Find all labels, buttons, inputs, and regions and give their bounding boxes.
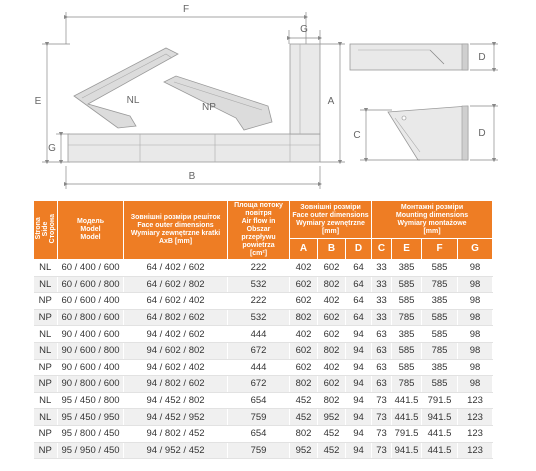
cell-A: 602	[290, 342, 318, 359]
cell-D: 94	[346, 442, 372, 459]
cell-side: NL	[34, 326, 58, 343]
cell-D: 94	[346, 409, 372, 426]
cell-A: 952	[290, 442, 318, 459]
cell-E: 441.5	[392, 409, 422, 426]
header-side-text: Strona Side Сторона	[35, 213, 56, 244]
cell-B: 452	[318, 425, 346, 442]
cell-face: 94 / 802 / 452	[124, 425, 228, 442]
cell-side: NL	[34, 342, 58, 359]
cell-G: 98	[458, 326, 493, 343]
table-row	[34, 425, 493, 442]
cell-C: 63	[372, 342, 392, 359]
cell-face: 64 / 802 / 602	[124, 309, 228, 326]
cell-face: 64 / 402 / 602	[124, 260, 228, 277]
part-label-nl: NL	[126, 95, 140, 106]
cell-side: NP	[34, 376, 58, 393]
header-airflow: Площа потоку повітря Air flow in Obszar przepływu powietrza [cm²]	[228, 201, 290, 260]
cell-side: NP	[34, 359, 58, 376]
cell-airflow: 222	[228, 260, 290, 277]
header-face: Зовнішні розміри решіток Face outer dimensions Wymiary zewnętrzne kratki AxB [mm]	[124, 201, 228, 260]
cell-E: 791.5	[392, 425, 422, 442]
table-row	[34, 309, 493, 326]
cell-F: 785	[422, 276, 458, 293]
cell-face: 94 / 452 / 802	[124, 392, 228, 409]
cell-model: 95 / 450 / 800	[58, 392, 124, 409]
dim-label-D-top: D	[478, 52, 486, 63]
cell-G: 98	[458, 293, 493, 310]
corner-grille-assembly	[68, 44, 320, 162]
cell-D: 94	[346, 392, 372, 409]
cell-A: 402	[290, 260, 318, 277]
cell-C: 33	[372, 276, 392, 293]
cell-C: 63	[372, 376, 392, 393]
cell-airflow: 532	[228, 309, 290, 326]
cell-G: 98	[458, 309, 493, 326]
cell-airflow: 532	[228, 276, 290, 293]
cell-A: 802	[290, 309, 318, 326]
part-label-np: NP	[202, 102, 216, 113]
dim-label-G-left: G	[48, 143, 56, 154]
header-mounting: Монтажні розміри Mounting dimensions Wymiary montażowe [mm]	[372, 201, 493, 239]
cell-model: 95 / 800 / 450	[58, 425, 124, 442]
cell-B: 802	[318, 392, 346, 409]
cell-airflow: 672	[228, 376, 290, 393]
cell-E: 785	[392, 309, 422, 326]
cell-E: 441.5	[392, 392, 422, 409]
cell-face: 64 / 602 / 402	[124, 293, 228, 310]
cell-model: 95 / 950 / 450	[58, 442, 124, 459]
cell-side: NL	[34, 409, 58, 426]
cell-model: 60 / 600 / 800	[58, 276, 124, 293]
header-col-G: G	[458, 239, 493, 260]
header-col-E: E	[392, 239, 422, 260]
cell-C: 73	[372, 425, 392, 442]
cell-model: 60 / 600 / 400	[58, 293, 124, 310]
dim-label-E: E	[34, 96, 42, 107]
cell-F: 441.5	[422, 425, 458, 442]
cell-A: 602	[290, 359, 318, 376]
dim-label-D-side: D	[478, 128, 486, 139]
cell-E: 385	[392, 260, 422, 277]
cell-D: 94	[346, 425, 372, 442]
cell-F: 585	[422, 326, 458, 343]
cell-G: 123	[458, 425, 493, 442]
cell-D: 94	[346, 326, 372, 343]
table-row	[34, 409, 493, 426]
cell-side: NP	[34, 425, 58, 442]
cell-A: 452	[290, 392, 318, 409]
cell-face: 94 / 602 / 802	[124, 342, 228, 359]
cell-G: 123	[458, 409, 493, 426]
cell-A: 602	[290, 276, 318, 293]
cell-G: 123	[458, 392, 493, 409]
cell-F: 791.5	[422, 392, 458, 409]
cell-side: NL	[34, 260, 58, 277]
cell-model: 95 / 450 / 950	[58, 409, 124, 426]
header-col-A: A	[290, 239, 318, 260]
cell-model: 90 / 400 / 600	[58, 326, 124, 343]
cell-model: 90 / 800 / 600	[58, 376, 124, 393]
cell-side: NP	[34, 442, 58, 459]
cell-model: 90 / 600 / 800	[58, 342, 124, 359]
cell-B: 452	[318, 442, 346, 459]
table-row	[34, 376, 493, 393]
cell-F: 585	[422, 260, 458, 277]
header-outer: Зовнішні розміри Face outer dimensions Wymiary zewnętrzne [mm]	[290, 201, 372, 239]
cell-G: 98	[458, 376, 493, 393]
top-profile-view	[350, 44, 468, 70]
cell-F: 585	[422, 376, 458, 393]
table-row	[34, 342, 493, 359]
cell-D: 64	[346, 293, 372, 310]
cell-face: 94 / 402 / 602	[124, 326, 228, 343]
cell-D: 64	[346, 309, 372, 326]
technical-drawing	[0, 0, 536, 200]
cell-airflow: 654	[228, 425, 290, 442]
dim-F	[66, 12, 306, 44]
dim-label-F: F	[182, 4, 190, 15]
cell-D: 94	[346, 376, 372, 393]
cell-E: 585	[392, 342, 422, 359]
header-side	[34, 201, 58, 260]
cell-side: NP	[34, 309, 58, 326]
cell-face: 94 / 952 / 452	[124, 442, 228, 459]
header-col-B: B	[318, 239, 346, 260]
cell-B: 602	[318, 326, 346, 343]
side-profile-view	[388, 106, 468, 160]
cell-G: 98	[458, 359, 493, 376]
cell-E: 585	[392, 359, 422, 376]
cell-airflow: 222	[228, 293, 290, 310]
table-row	[34, 276, 493, 293]
cell-face: 94 / 802 / 602	[124, 376, 228, 393]
cell-E: 585	[392, 276, 422, 293]
cell-model: 60 / 400 / 600	[58, 260, 124, 277]
cell-airflow: 654	[228, 392, 290, 409]
table-body	[34, 260, 493, 459]
table-row	[34, 442, 493, 459]
table-row	[34, 392, 493, 409]
spec-table	[33, 200, 493, 459]
cell-C: 73	[372, 392, 392, 409]
table-row	[34, 359, 493, 376]
cell-F: 585	[422, 309, 458, 326]
dim-E	[42, 44, 70, 162]
cell-G: 123	[458, 442, 493, 459]
cell-C: 33	[372, 260, 392, 277]
cell-F: 941.5	[422, 409, 458, 426]
cell-airflow: 759	[228, 442, 290, 459]
cell-B: 402	[318, 359, 346, 376]
cell-model: 60 / 800 / 600	[58, 309, 124, 326]
cell-airflow: 444	[228, 359, 290, 376]
cell-side: NL	[34, 276, 58, 293]
table-row	[34, 326, 493, 343]
cell-airflow: 444	[228, 326, 290, 343]
cell-C: 63	[372, 326, 392, 343]
cell-A: 602	[290, 293, 318, 310]
cell-B: 402	[318, 293, 346, 310]
table-row	[34, 260, 493, 277]
cell-E: 385	[392, 326, 422, 343]
cell-B: 602	[318, 260, 346, 277]
header-col-D: D	[346, 239, 372, 260]
cell-model: 90 / 600 / 400	[58, 359, 124, 376]
cell-C: 63	[372, 359, 392, 376]
cell-side: NP	[34, 293, 58, 310]
cell-D: 94	[346, 342, 372, 359]
cell-A: 802	[290, 376, 318, 393]
cell-A: 402	[290, 326, 318, 343]
cell-C: 73	[372, 442, 392, 459]
cell-E: 941.5	[392, 442, 422, 459]
cell-face: 64 / 602 / 802	[124, 276, 228, 293]
cell-G: 98	[458, 260, 493, 277]
cell-A: 802	[290, 425, 318, 442]
cell-G: 98	[458, 342, 493, 359]
cell-G: 98	[458, 276, 493, 293]
header-col-C: C	[372, 239, 392, 260]
cell-face: 94 / 452 / 952	[124, 409, 228, 426]
header-col-F: F	[422, 239, 458, 260]
cell-C: 73	[372, 409, 392, 426]
cell-D: 64	[346, 260, 372, 277]
cell-C: 33	[372, 293, 392, 310]
cell-face: 94 / 602 / 402	[124, 359, 228, 376]
cell-F: 385	[422, 359, 458, 376]
cell-B: 952	[318, 409, 346, 426]
cell-C: 33	[372, 309, 392, 326]
cell-F: 441.5	[422, 442, 458, 459]
cell-B: 602	[318, 376, 346, 393]
cell-F: 385	[422, 293, 458, 310]
cell-airflow: 672	[228, 342, 290, 359]
cell-airflow: 759	[228, 409, 290, 426]
dim-label-B: B	[188, 171, 196, 182]
cell-B: 802	[318, 342, 346, 359]
cell-F: 785	[422, 342, 458, 359]
cell-A: 452	[290, 409, 318, 426]
cell-B: 802	[318, 276, 346, 293]
cell-B: 602	[318, 309, 346, 326]
header-model: Модель Model Model	[58, 201, 124, 260]
dim-label-C: C	[353, 130, 361, 141]
cell-D: 64	[346, 276, 372, 293]
dim-G-left	[42, 134, 70, 162]
cell-side: NL	[34, 392, 58, 409]
dim-label-G-top: G	[300, 24, 308, 35]
table-row	[34, 293, 493, 310]
cell-E: 785	[392, 376, 422, 393]
cell-D: 94	[346, 359, 372, 376]
dim-label-A: A	[327, 96, 335, 107]
cell-E: 585	[392, 293, 422, 310]
